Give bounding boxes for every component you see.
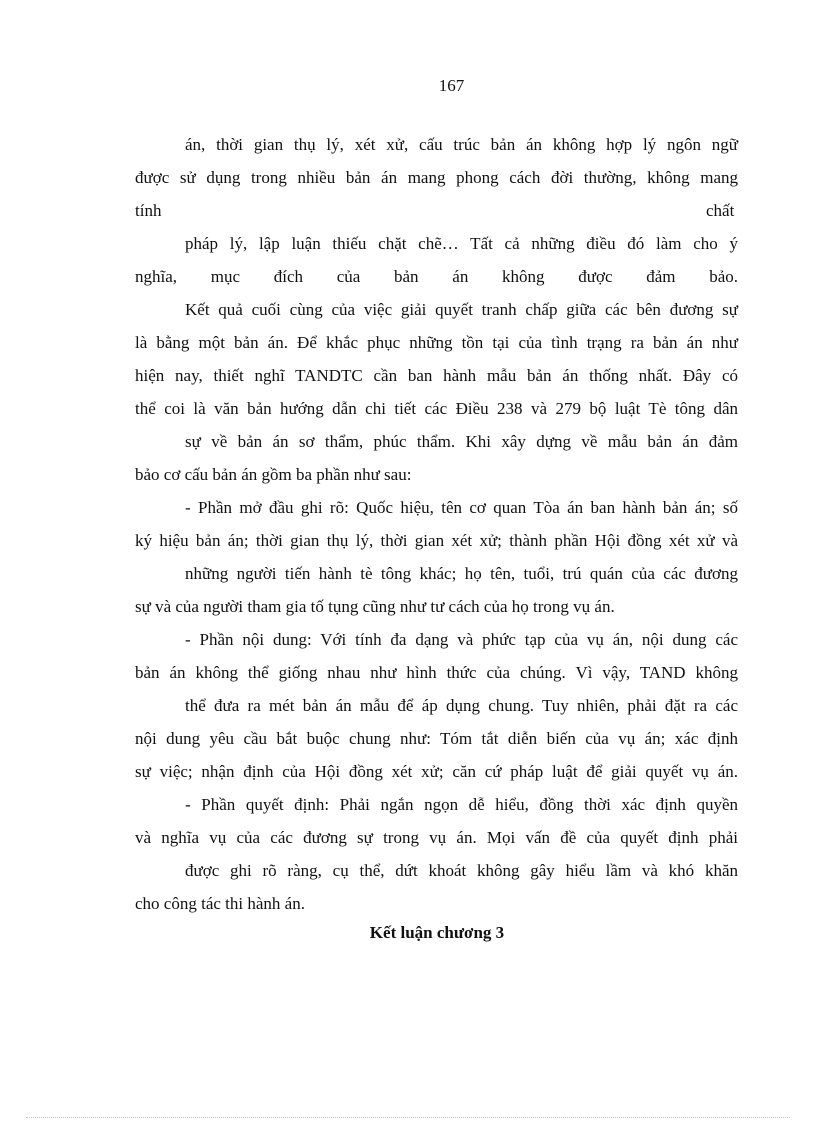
- text-line: tính: [135, 201, 162, 220]
- text-line: pháp lý, lập luận thiếu chặt chẽ… Tất cả những điều đó làm cho ý: [185, 234, 738, 253]
- text-line: thể đưa ra mét bản án mẫu để áp dụng chung. Tuy nhiên, phải đặt ra các: [185, 696, 738, 715]
- text-line: án, thời gian thụ lý, xét xử, cấu trúc bản án không hợp lý ngôn ngữ: [185, 135, 738, 154]
- text-line: được sử dụng trong nhiều bản án mang phong cách đời thường, không mang: [135, 168, 738, 187]
- text-line: sự và của người tham gia tố tụng cũng như tư cách của họ trong vụ án.: [135, 597, 615, 616]
- text-line: những người tiến hành tè tông khác; họ tên, tuổi, trú quán của các đương: [185, 564, 738, 583]
- text-line: ký hiệu bản án; thời gian thụ lý, thời gian xét xử; thành phần Hội đồng xét xử và: [135, 531, 738, 550]
- text-line: chất: [706, 201, 735, 220]
- text-line: là bằng một bản án. Để khắc phục những tồn tại của tình trạng ra bản án như: [135, 333, 738, 352]
- text-line: Kết quả cuối cùng của việc giải quyết tranh chấp giữa các bên đương sự: [185, 300, 738, 319]
- text-line: bảo cơ cấu bản án gồm ba phần như sau:: [135, 465, 412, 484]
- text-line: hiện nay, thiết nghĩ TANDTC cần ban hành mẫu bản án thống nhất. Đây có: [135, 366, 738, 385]
- text-line: - Phần mở đầu ghi rõ: Quốc hiệu, tên cơ quan Tòa án ban hành bản án; số: [185, 498, 738, 517]
- text-line: bản án không thể giống nhau như hình thức của chúng. Vì vậy, TAND không: [135, 663, 738, 682]
- text-line: sự về bản án sơ thẩm, phúc thẩm. Khi xây dựng về mẫu bản án đảm: [185, 432, 738, 451]
- text-line: cho công tác thi hành án.: [135, 894, 305, 913]
- text-line: nghĩa, mục đích của bản án không được đảm bảo.: [135, 267, 738, 286]
- page-number: 167: [438, 76, 465, 95]
- text-line: và nghĩa vụ của các đương sự trong vụ án. Mọi vấn đề của quyết định phải: [135, 828, 738, 847]
- text-line: thể coi là văn bản hướng dẫn chi tiết các Điều 238 và 279 bộ luật Tè tông dân: [135, 399, 738, 418]
- text-line: - Phần quyết định: Phải ngắn ngọn dễ hiểu, đồng thời xác định quyền: [185, 795, 738, 814]
- page-bottom-divider: [26, 1117, 790, 1118]
- text-line: - Phần nội dung: Với tính đa dạng và phức tạp của vụ án, nội dung các: [185, 630, 738, 649]
- text-line: nội dung yêu cầu bắt buộc chung như: Tóm tắt diễn biến của vụ án; xác định: [135, 729, 738, 748]
- text-line: sự việc; nhận định của Hội đồng xét xử; căn cứ pháp luật để giải quyết vụ án.: [135, 762, 738, 781]
- text-line: được ghi rõ ràng, cụ thể, dứt khoát không gây hiểu lầm và khó khăn: [185, 861, 738, 880]
- chapter-conclusion-heading: Kết luận chương 3: [369, 923, 505, 942]
